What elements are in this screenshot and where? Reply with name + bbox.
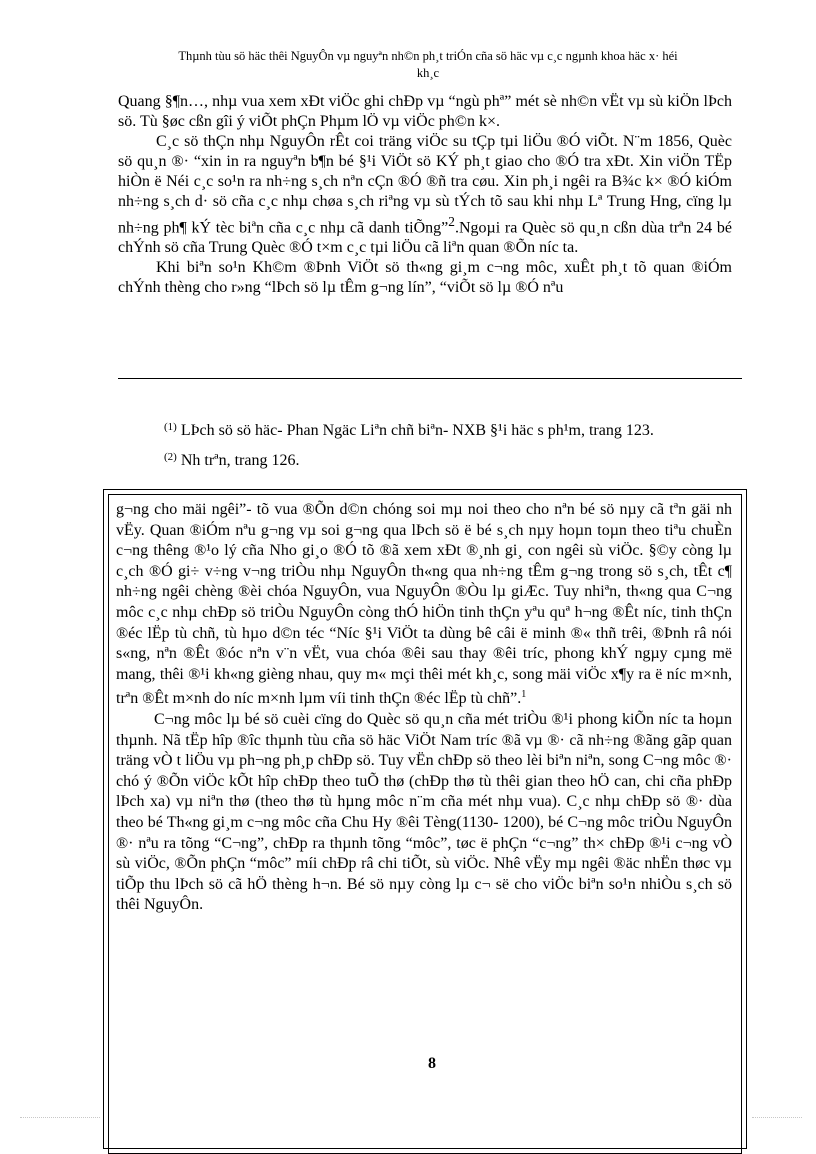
footnote-reference-2[interactable]: 2	[448, 214, 455, 229]
body-paragraph-3: Khi biªn so¹n Kh©m ®Þnh ViÖt sö th«ng gi¸m c¬ng môc, xuÊt ph¸t tõ quan ®iÓm chÝnh thèng cho r»ng “lÞch sö lµ tÊm g¬ng lín”, “viÕt sö lµ ®Ó nªu	[118, 259, 732, 297]
footnote-1-text: LÞch sö sö häc- Phan Ngäc Liªn chñ biªn- NXB §¹i häc s ph¹m, trang 123.	[176, 422, 654, 439]
page-number: 8	[428, 1055, 436, 1072]
footnote-1-marker: (1)	[164, 421, 177, 433]
footnote-separator	[118, 378, 742, 379]
body-paragraph-2-tail: .Ngoµi ra Quèc sö qu¸n cßn dùa trªn 24 bé chÝnh sö cña Trung Quèc ®Ó t×m c¸c tµi liÖu cã liªn quan ®Õn níc ta.	[118, 219, 733, 257]
footnote-reference-1[interactable]: 1	[521, 689, 527, 701]
header-line-2: kh¸c	[416, 66, 440, 80]
framed-page-text	[116, 500, 732, 916]
left-bottom-dotted-rule	[20, 1117, 100, 1118]
right-bottom-dotted-rule	[752, 1117, 802, 1118]
body-paragraph-1: Quang §¶n…, nhµ vua xem xÐt viÖc ghi chÐp vµ “ngù phª” mét sè nh©n vËt vµ sù kiÖn lÞch sö. Tù §øc cßn gîi ý viÕt phÇn Phµm lÖ vµ viÖc ph©n k×.	[118, 93, 732, 130]
footnotes	[118, 416, 732, 476]
framed-paragraph-2: C¬ng môc lµ bé sö cuèi cïng do Quèc sö qu¸n cña mét triÒu ®¹i phong kiÕn níc ta hoµn thµnh. Nã tËp hîp ®îc thµnh tùu cña sö häc ViÖt Nam tríc ®ã vµ ®· cã nh÷ng ®ãng gãp quan träng vÒ t liÖu vµ ph¬ng ph¸p chÐp sö. Tuy vËn chÐp sö theo lèi biªn niªn, song C¬ng môc ®· chó ý ®Õn viÖc kÕt hîp chÐp theo tuÕ thø (chÐp thø tù thêi gian theo hÖ can, chi cña phÐp lÞch xa) vµ niªn thø (theo thø tù hµng môc n¨m cña mét nhµ vua). C¸c nhµ chÐp sö ®· dùa theo bé Th«ng gi¸m c¬ng môc cña Chu Hy ®êi Tèng(1130- 1200), bé C¬ng môc triÒu NguyÔn ®· nªu ra tõng “C¬ng”, chÐp ra thµnh tõng “môc”, tøc ë phÇn “c¬ng” th× chÐp ®¹i c¬ng vÒ sù viÖc, ®Õn phÇn “môc” míi chÐp râ chi tiÕt, sù viÖc. Nhê vËy mµ ngêi ®äc nhËn thøc vµ tiÕp thu lÞch sö cã hÖ thèng h¬n. Bé sö nµy còng lµ c¬ së cho viÖc biªn so¹n nhiÒu s¸ch sö thêi NguyÔn.	[116, 710, 732, 914]
framed-paragraph-1	[116, 500, 732, 710]
header-line-1: Thµnh tùu sö häc thêi NguyÔn vµ nguyªn nh©n ph¸t triÓn cña sö häc vµ c¸c ngµnh khoa häc x· héi	[178, 49, 678, 63]
footnote-2-marker: (2)	[164, 451, 177, 463]
main-body-text	[118, 92, 732, 298]
footnote-2	[118, 446, 732, 472]
framed-paragraph-1-text: g¬ng cho mäi ngêi”- tõ vua ®Õn d©n chóng soi mµ noi theo cho nªn bé sö nµy cã tªn gäi nh vËy. Quan ®iÓm nªu g¬ng vµ soi g¬ng qua lÞch sö ë bé s¸ch nµy hoµn toµn theo tiªu chuÈn c¬ng thêng ®¹o lý cña Nho gi¸o ®Ó tõ ®ã xem xÐt ®¸nh gi¸ con ngêi sù viÖc. §©y còng lµ c¸ch ®Ó gi÷ v÷ng v¬ng triÒu nhµ NguyÔn th«ng qua nh÷ng tÊm g¬ng trong sö s¸ch, tÊt c¶ nh÷ng ngêi chèng ®èi chóa NguyÔn, vua NguyÔn ®Òu lµ giÆc. Tuy nhiªn, th«ng qua C¬ng môc c¸c nhµ chÐp sö triÒu NguyÔn còng thÓ hiÖn tinh thÇn yªu quª h¬ng ®Êt níc, tinh thÇn ®éc lËp tù chñ, tù hµo d©n téc “Níc §¹i ViÖt ta dùng bê câi ë minh ®« thñ trêi, ®Þnh râ nói s«ng, nªn ®Êt ®óc nªn v¨n vËt, vua chóa ®êi sau thay ®êi tríc, phong khÝ ngµy cµng më mang, thêi ®¹i kh«ng gièng nhau, quy m« mçi thêi mét kh¸c, song mäi viÖc x¶y ra ë níc m×nh, trªn ®Êt m×nh do níc m×nh lµm víi tinh thÇn ®éc lËp tù chñ”.	[116, 501, 732, 708]
body-paragraph-2-text: C¸c sö thÇn nhµ NguyÔn rÊt coi träng viÖc su tÇp tµi liÖu ®Ó viÕt. N¨m 1856, Quèc sö qu¸n ®· “xin in ra nguyªn b¶n bé §¹i ViÖt sö KÝ ph¸t giao cho ®Ó tra xÐt. Xin viÖn TËp hiÒn ë Néi c¸c so¹n ra nh÷ng s¸ch nªn cÇn ®Ó ®ñ tra cøu. Xin ph¸i ngêi ra B¾c k× ®Ó kiÓm nh÷ng s¸ch d· sö cña c¸c nhµ chøa s¸ch riªng vµ sù tÝch tõ sau khi nhµ Lª Trung Hng, cïng lµ nh÷ng ph¶ kÝ tèc biªn cña c¸c nhµ cã danh tiÕng”	[118, 133, 732, 237]
footnote-2-text: Nh trªn, trang 126.	[176, 452, 300, 469]
running-header	[118, 48, 738, 82]
body-paragraph-2	[118, 132, 732, 258]
footnote-1	[118, 416, 732, 442]
